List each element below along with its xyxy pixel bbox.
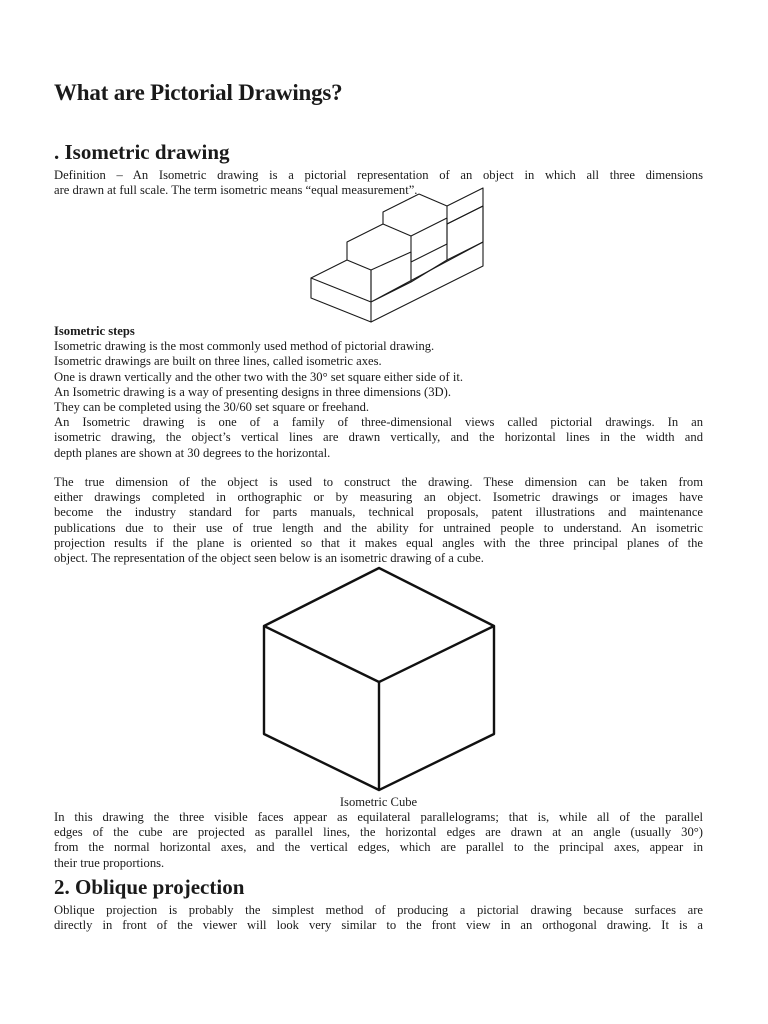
text-line: An Isometric drawing is a way of presenting designs in three dimensions (3D). — [54, 384, 451, 399]
text-line: They can be completed using the 30/60 set square or freehand. — [54, 400, 370, 415]
text-line: publications due to their use of true length and the ability for untrained people to understand. An isometric — [54, 520, 703, 535]
text-line: One is drawn vertically and the other two with the 30° set square either side of it. — [54, 369, 463, 384]
text-line: either drawings completed in orthographic or by measuring an object. Isometric drawings or images have — [54, 490, 703, 505]
oblique-paragraph — [54, 903, 703, 933]
text-line: directly in front of the viewer will look very similar to the front view in an orthogonal drawing. It is a — [54, 918, 703, 933]
text-line: Isometric drawings are built on three lines, called isometric axes. — [54, 354, 382, 369]
cube-caption: Isometric Cube — [339, 795, 418, 809]
steps-heading: Isometric steps — [54, 324, 135, 338]
section-heading-isometric: . Isometric drawing — [54, 140, 230, 164]
cube-paragraph — [54, 810, 703, 871]
true-dimension-paragraph — [54, 475, 703, 566]
text-line: from the normal horizontal axes, and the vertical edges, which are parallel to the principal axes, appear in — [54, 840, 703, 855]
text-line: their true proportions. — [54, 855, 165, 870]
text-line: Definition – An Isometric drawing is a pictorial representation of an object in which all three dimensions — [54, 168, 703, 182]
isometric-cube-illustration — [262, 566, 496, 792]
text-line: edges of the cube are projected as parallel lines, the horizontal edges are drawn at an angle (usually 30°) — [54, 825, 703, 840]
section-heading-oblique: 2. Oblique projection — [54, 875, 245, 899]
text-line: isometric drawing, the object’s vertical lines are drawn vertically, and the horizontal lines in the width and — [54, 430, 703, 445]
text-line: depth planes are shown at 30 degrees to the horizontal. — [54, 445, 331, 460]
text-line: are drawn at full scale. The term isometric means “equal measurement”. — [54, 183, 418, 198]
text-line: An Isometric drawing is one of a family of three-dimensional views called pictorial drawings. In an — [54, 415, 703, 430]
text-line: become the industry standard for parts manuals, technical proposals, patent illustrations and maintenance — [54, 505, 703, 520]
definition-paragraph — [54, 168, 703, 198]
text-line: Isometric drawing is the most commonly used method of pictorial drawing. — [54, 339, 435, 354]
text-line: projection results if the plane is oriented so that it makes equal angles with the three principal planes of the — [54, 535, 703, 550]
isometric-steps-illustration — [309, 198, 509, 323]
text-line: In this drawing the three visible faces appear as equilateral parallelograms; that is, while all of the parallel — [54, 810, 703, 824]
page-title: What are Pictorial Drawings? — [54, 80, 343, 105]
text-line: Oblique projection is probably the simplest method of producing a pictorial drawing because surfaces are — [54, 903, 703, 917]
text-line: object. The representation of the object seen below is an isometric drawing of a cube. — [54, 551, 484, 566]
text-line: The true dimension of the object is used to construct the drawing. These dimension can be taken from — [54, 475, 703, 489]
steps-block — [54, 324, 703, 461]
